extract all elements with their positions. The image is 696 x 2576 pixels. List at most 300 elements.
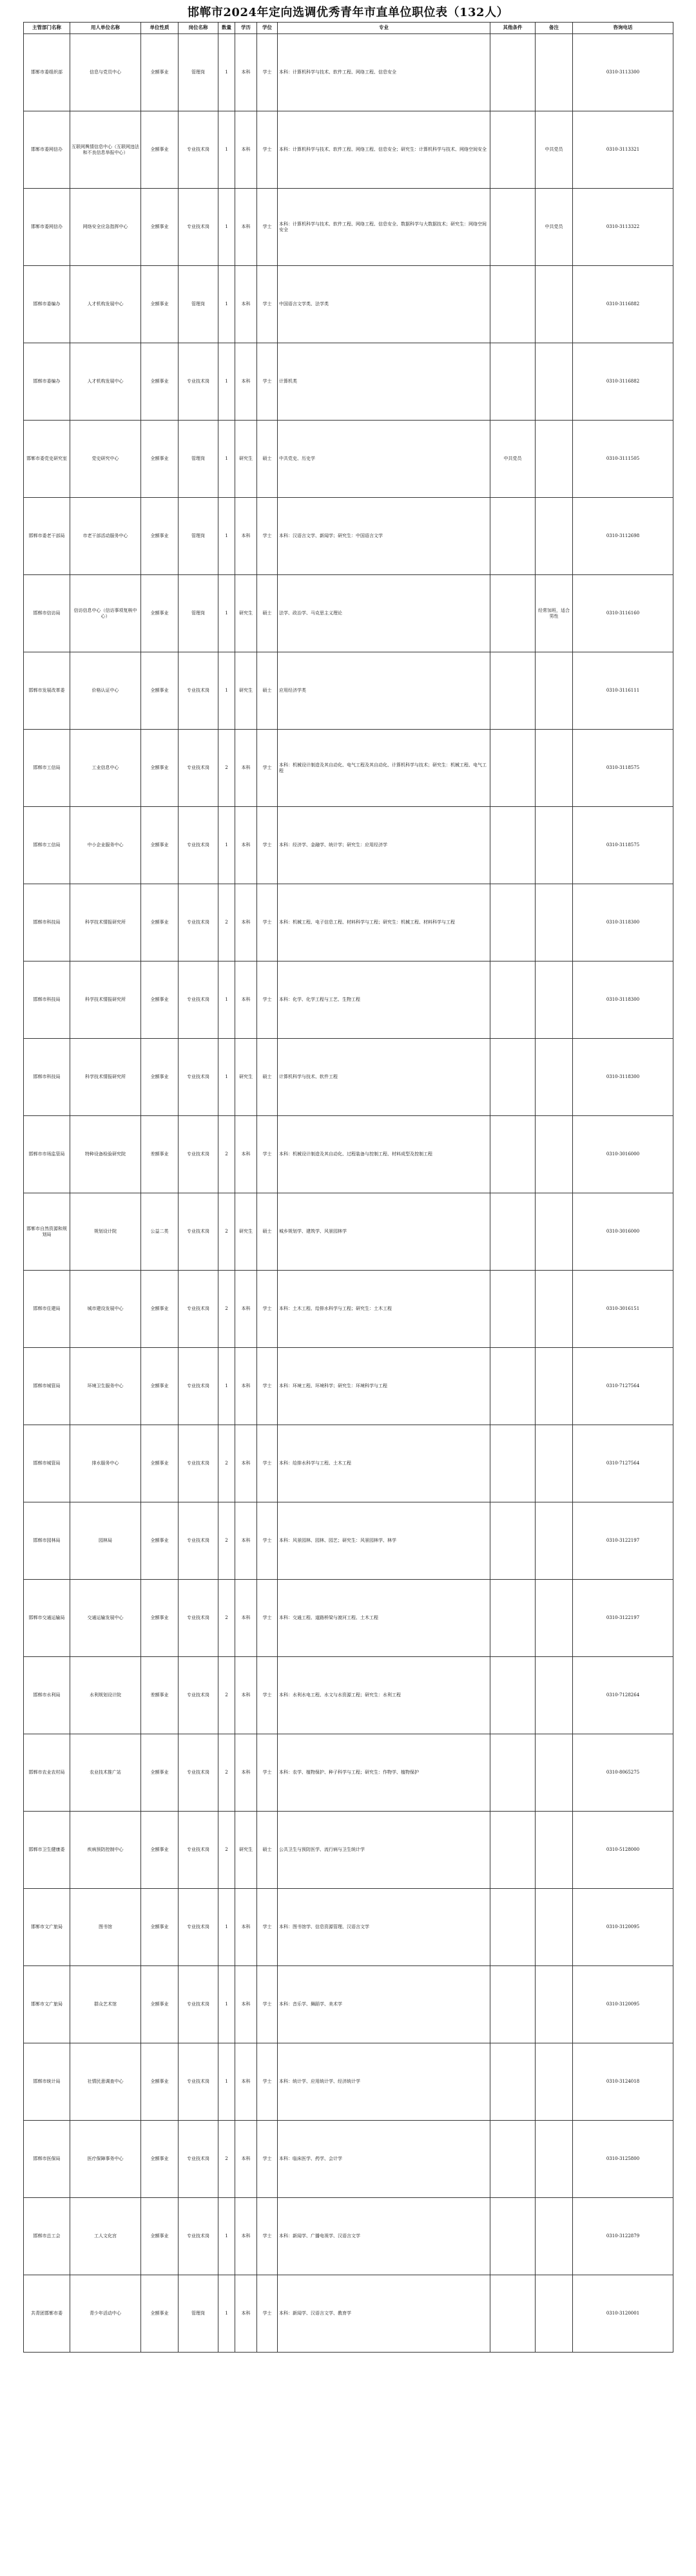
cell-other	[490, 1425, 536, 1502]
cell-position: 管理岗	[179, 2275, 218, 2353]
cell-other	[490, 266, 536, 343]
cell-remark	[536, 2121, 573, 2198]
cell-remark	[536, 1116, 573, 1193]
header-phone: 咨询电话	[573, 23, 673, 34]
cell-unit: 人才机构发展中心	[70, 343, 141, 421]
cell-major: 本科：环境工程、环境科学；研究生：环境科学与工程	[278, 1348, 490, 1425]
cell-other: 中共党员	[490, 421, 536, 498]
cell-unit: 城市建设发展中心	[70, 1271, 141, 1348]
cell-major: 本科：土木工程、给排水科学与工程；研究生：土木工程	[278, 1271, 490, 1348]
cell-other	[490, 2198, 536, 2275]
cell-nature: 全额事业	[141, 807, 179, 884]
cell-other	[490, 1889, 536, 1966]
cell-phone: 0310-8065275	[573, 1734, 673, 1812]
cell-degree: 学士	[257, 189, 278, 266]
cell-phone: 0310-3118575	[573, 807, 673, 884]
cell-other	[490, 575, 536, 652]
cell-phone: 0310-3124018	[573, 2043, 673, 2121]
cell-position: 管理岗	[179, 575, 218, 652]
cell-dept: 邯郸市委网信办	[24, 111, 70, 189]
cell-dept: 邯郸市委老干部局	[24, 498, 70, 575]
cell-remark	[536, 421, 573, 498]
cell-dept: 邯郸市工信局	[24, 730, 70, 807]
cell-remark	[536, 2043, 573, 2121]
table-body	[24, 34, 673, 2353]
cell-position: 专业技术岗	[179, 1502, 218, 1580]
table-row	[24, 2275, 673, 2353]
table-row	[24, 1425, 673, 1502]
header-nature: 单位性质	[141, 23, 179, 34]
cell-degree: 学士	[257, 1116, 278, 1193]
cell-remark	[536, 1502, 573, 1580]
table-row	[24, 421, 673, 498]
cell-dept: 邯郸市发展改革委	[24, 652, 70, 730]
table-row	[24, 189, 673, 266]
cell-nature: 全额事业	[141, 2198, 179, 2275]
cell-count: 1	[218, 1039, 235, 1116]
cell-position: 专业技术岗	[179, 807, 218, 884]
cell-degree: 学士	[257, 961, 278, 1039]
cell-count: 2	[218, 2121, 235, 2198]
cell-remark	[536, 1193, 573, 1271]
cell-other	[490, 807, 536, 884]
cell-other	[490, 1502, 536, 1580]
cell-degree: 硕士	[257, 421, 278, 498]
cell-dept: 邯郸市委网信办	[24, 189, 70, 266]
cell-remark	[536, 1734, 573, 1812]
cell-other	[490, 189, 536, 266]
cell-unit: 人才机构发展中心	[70, 266, 141, 343]
cell-unit: 工人文化宫	[70, 2198, 141, 2275]
cell-phone: 0310-3016000	[573, 1116, 673, 1193]
cell-edu: 本科	[235, 1425, 257, 1502]
cell-edu: 本科	[235, 2121, 257, 2198]
cell-nature: 全额事业	[141, 730, 179, 807]
table-row	[24, 652, 673, 730]
cell-nature: 全额事业	[141, 652, 179, 730]
cell-major: 本科：给排水科学与工程、土木工程	[278, 1425, 490, 1502]
cell-edu: 本科	[235, 2275, 257, 2353]
cell-other	[490, 730, 536, 807]
cell-edu: 本科	[235, 266, 257, 343]
header-degree: 学位	[257, 23, 278, 34]
cell-edu: 本科	[235, 2198, 257, 2275]
header-unit: 用人单位名称	[70, 23, 141, 34]
cell-remark	[536, 1812, 573, 1889]
cell-nature: 差额事业	[141, 1657, 179, 1734]
cell-unit: 园林局	[70, 1502, 141, 1580]
table-row	[24, 1657, 673, 1734]
header-dept: 主管部门名称	[24, 23, 70, 34]
cell-dept: 邯郸市文广旅局	[24, 1966, 70, 2043]
cell-edu: 本科	[235, 807, 257, 884]
table-row	[24, 343, 673, 421]
cell-count: 1	[218, 111, 235, 189]
cell-remark	[536, 1271, 573, 1348]
cell-major: 应用经济学类	[278, 652, 490, 730]
cell-unit: 价格认证中心	[70, 652, 141, 730]
cell-nature: 全额事业	[141, 1425, 179, 1502]
cell-degree: 学士	[257, 2121, 278, 2198]
cell-phone: 0310-3116160	[573, 575, 673, 652]
cell-major: 本科：图书馆学、信息资源管理、汉语言文学	[278, 1889, 490, 1966]
table-row	[24, 1734, 673, 1812]
table-row	[24, 1889, 673, 1966]
cell-position: 专业技术岗	[179, 1889, 218, 1966]
cell-unit: 社情民意调查中心	[70, 2043, 141, 2121]
cell-nature: 全额事业	[141, 343, 179, 421]
cell-other	[490, 343, 536, 421]
cell-count: 2	[218, 1193, 235, 1271]
cell-dept: 邯郸市交通运输局	[24, 1580, 70, 1657]
cell-count: 2	[218, 884, 235, 961]
cell-phone: 0310-3016000	[573, 1193, 673, 1271]
cell-nature: 差额事业	[141, 1116, 179, 1193]
cell-degree: 硕士	[257, 575, 278, 652]
cell-remark	[536, 266, 573, 343]
cell-phone: 0310-3125800	[573, 2121, 673, 2198]
cell-degree: 学士	[257, 111, 278, 189]
table-row	[24, 1812, 673, 1889]
cell-nature: 全额事业	[141, 884, 179, 961]
cell-dept: 邯郸市工信局	[24, 807, 70, 884]
cell-phone: 0310-7127564	[573, 1425, 673, 1502]
cell-count: 1	[218, 266, 235, 343]
cell-count: 2	[218, 1657, 235, 1734]
cell-nature: 全额事业	[141, 1889, 179, 1966]
cell-nature: 全额事业	[141, 1812, 179, 1889]
cell-nature: 全额事业	[141, 498, 179, 575]
cell-count: 1	[218, 421, 235, 498]
cell-dept: 邯郸市委组织部	[24, 34, 70, 111]
cell-phone: 0310-3113321	[573, 111, 673, 189]
table-header-row	[24, 23, 673, 34]
header-major: 专业	[278, 23, 490, 34]
table-row	[24, 884, 673, 961]
cell-edu: 本科	[235, 111, 257, 189]
table-row	[24, 2121, 673, 2198]
cell-dept: 邯郸市卫生健康委	[24, 1812, 70, 1889]
table-row	[24, 1502, 673, 1580]
cell-major: 城乡规划学、建筑学、风景园林学	[278, 1193, 490, 1271]
cell-count: 1	[218, 2198, 235, 2275]
cell-degree: 学士	[257, 730, 278, 807]
cell-phone: 0310-3118300	[573, 884, 673, 961]
cell-position: 专业技术岗	[179, 652, 218, 730]
cell-count: 1	[218, 1966, 235, 2043]
cell-other	[490, 1657, 536, 1734]
cell-position: 专业技术岗	[179, 1116, 218, 1193]
cell-degree: 学士	[257, 34, 278, 111]
cell-major: 本科：统计学、应用统计学、经济统计学	[278, 2043, 490, 2121]
cell-major: 本科：汉语言文学、新闻学；研究生：中国语言文学	[278, 498, 490, 575]
cell-other	[490, 111, 536, 189]
cell-unit: 农业技术推广站	[70, 1734, 141, 1812]
cell-edu: 本科	[235, 1348, 257, 1425]
cell-phone: 0310-3113322	[573, 189, 673, 266]
cell-nature: 全额事业	[141, 1271, 179, 1348]
table-row	[24, 266, 673, 343]
table-row	[24, 111, 673, 189]
cell-edu: 研究生	[235, 1039, 257, 1116]
cell-edu: 本科	[235, 1734, 257, 1812]
cell-unit: 规划设计院	[70, 1193, 141, 1271]
cell-other	[490, 1348, 536, 1425]
cell-nature: 全额事业	[141, 2121, 179, 2198]
cell-other	[490, 2043, 536, 2121]
cell-nature: 全额事业	[141, 1734, 179, 1812]
table-row	[24, 1116, 673, 1193]
cell-phone: 0310-3116882	[573, 343, 673, 421]
cell-unit: 科学技术情报研究所	[70, 884, 141, 961]
cell-unit: 工业信息中心	[70, 730, 141, 807]
cell-position: 专业技术岗	[179, 1966, 218, 2043]
cell-remark: 中共党员	[536, 111, 573, 189]
cell-unit: 群众艺术馆	[70, 1966, 141, 2043]
cell-count: 1	[218, 34, 235, 111]
cell-unit: 信息与党员中心	[70, 34, 141, 111]
cell-phone: 0310-3116882	[573, 266, 673, 343]
cell-edu: 本科	[235, 2043, 257, 2121]
cell-degree: 学士	[257, 1271, 278, 1348]
cell-phone: 0310-3122879	[573, 2198, 673, 2275]
cell-degree: 学士	[257, 807, 278, 884]
cell-nature: 全额事业	[141, 34, 179, 111]
cell-other	[490, 2121, 536, 2198]
cell-edu: 研究生	[235, 652, 257, 730]
cell-remark	[536, 1348, 573, 1425]
cell-remark	[536, 1039, 573, 1116]
cell-remark	[536, 652, 573, 730]
cell-position: 管理岗	[179, 34, 218, 111]
cell-dept: 邯郸市城管局	[24, 1425, 70, 1502]
cell-degree: 学士	[257, 1348, 278, 1425]
cell-unit: 特种设备检验研究院	[70, 1116, 141, 1193]
cell-remark: 中共党员	[536, 189, 573, 266]
cell-phone: 0310-3016151	[573, 1271, 673, 1348]
cell-position: 专业技术岗	[179, 2043, 218, 2121]
cell-dept: 邯郸市园林局	[24, 1502, 70, 1580]
cell-count: 1	[218, 575, 235, 652]
cell-position: 管理岗	[179, 266, 218, 343]
cell-nature: 全额事业	[141, 575, 179, 652]
table-row	[24, 961, 673, 1039]
header-other: 其他条件	[490, 23, 536, 34]
cell-count: 2	[218, 1425, 235, 1502]
cell-count: 1	[218, 1348, 235, 1425]
header-position: 岗位名称	[179, 23, 218, 34]
cell-phone: 0310-3122197	[573, 1580, 673, 1657]
cell-major: 本科：机械工程、电子信息工程、材料科学与工程；研究生：机械工程、材料科学与工程	[278, 884, 490, 961]
cell-dept: 邯郸市水利局	[24, 1657, 70, 1734]
cell-degree: 学士	[257, 1889, 278, 1966]
cell-degree: 学士	[257, 2043, 278, 2121]
cell-other	[490, 652, 536, 730]
cell-phone: 0310-3118300	[573, 1039, 673, 1116]
cell-degree: 学士	[257, 343, 278, 421]
cell-edu: 本科	[235, 1116, 257, 1193]
cell-other	[490, 1580, 536, 1657]
cell-other	[490, 884, 536, 961]
cell-edu: 本科	[235, 498, 257, 575]
table-row	[24, 34, 673, 111]
cell-remark	[536, 1889, 573, 1966]
cell-major: 本科：音乐学、舞蹈学、美术学	[278, 1966, 490, 2043]
cell-other	[490, 1812, 536, 1889]
cell-remark	[536, 1580, 573, 1657]
cell-phone: 0310-7127564	[573, 1348, 673, 1425]
cell-unit: 疾病预防控制中心	[70, 1812, 141, 1889]
cell-position: 专业技术岗	[179, 1734, 218, 1812]
cell-position: 专业技术岗	[179, 1039, 218, 1116]
cell-dept: 邯郸市文广旅局	[24, 1889, 70, 1966]
cell-unit: 科学技术情报研究所	[70, 1039, 141, 1116]
cell-degree: 学士	[257, 1966, 278, 2043]
table-row	[24, 807, 673, 884]
cell-major: 本科：计算机科学与技术、软件工程、网络工程、信息安全；研究生：计算机科学与技术、网络空间安全	[278, 111, 490, 189]
cell-unit: 互联网舆情信息中心（互联网违法和不良信息举报中心）	[70, 111, 141, 189]
cell-degree: 学士	[257, 1657, 278, 1734]
cell-phone: 0310-3116111	[573, 652, 673, 730]
cell-count: 2	[218, 1812, 235, 1889]
cell-major: 本科：机械设计制造及其自动化、电气工程及其自动化、计算机科学与技术；研究生：机械工程、电气工程	[278, 730, 490, 807]
cell-major: 中国语言文学类、法学类	[278, 266, 490, 343]
cell-unit: 中小企业服务中心	[70, 807, 141, 884]
cell-unit: 青少年活动中心	[70, 2275, 141, 2353]
cell-remark	[536, 2198, 573, 2275]
header-remark: 备注	[536, 23, 573, 34]
cell-unit: 环境卫生服务中心	[70, 1348, 141, 1425]
cell-count: 1	[218, 2275, 235, 2353]
cell-dept: 邯郸市委编办	[24, 343, 70, 421]
cell-degree: 学士	[257, 1502, 278, 1580]
cell-major: 本科：新闻学、汉语言文学、教育学	[278, 2275, 490, 2353]
cell-position: 管理岗	[179, 498, 218, 575]
cell-major: 中共党史、历史学	[278, 421, 490, 498]
cell-degree: 硕士	[257, 1039, 278, 1116]
cell-nature: 全额事业	[141, 1966, 179, 2043]
cell-degree: 学士	[257, 1425, 278, 1502]
cell-count: 1	[218, 2043, 235, 2121]
cell-count: 1	[218, 961, 235, 1039]
cell-edu: 研究生	[235, 1812, 257, 1889]
cell-remark: 经常加班，适合男性	[536, 575, 573, 652]
cell-edu: 本科	[235, 34, 257, 111]
cell-remark	[536, 1966, 573, 2043]
cell-unit: 交通运输发展中心	[70, 1580, 141, 1657]
cell-dept: 邯郸市科技局	[24, 1039, 70, 1116]
cell-other	[490, 1966, 536, 2043]
cell-nature: 全额事业	[141, 421, 179, 498]
table-row	[24, 1271, 673, 1348]
cell-count: 2	[218, 1580, 235, 1657]
cell-position: 专业技术岗	[179, 2121, 218, 2198]
cell-major: 本科：化学、化学工程与工艺、生物工程	[278, 961, 490, 1039]
cell-unit: 水利规划设计院	[70, 1657, 141, 1734]
cell-degree: 学士	[257, 2198, 278, 2275]
cell-unit: 党史研究中心	[70, 421, 141, 498]
cell-count: 2	[218, 730, 235, 807]
cell-major: 本科：风景园林、园林、园艺；研究生：风景园林学、林学	[278, 1502, 490, 1580]
cell-count: 1	[218, 652, 235, 730]
header-count: 数量	[218, 23, 235, 34]
cell-phone: 0310-3112698	[573, 498, 673, 575]
cell-unit: 信访信息中心（信访事项复核中心）	[70, 575, 141, 652]
cell-dept: 邯郸市统计局	[24, 2043, 70, 2121]
header-edu: 学历	[235, 23, 257, 34]
cell-major: 本科：临床医学、药学、会计学	[278, 2121, 490, 2198]
cell-edu: 本科	[235, 1889, 257, 1966]
cell-other	[490, 498, 536, 575]
cell-remark	[536, 730, 573, 807]
cell-other	[490, 961, 536, 1039]
table-row	[24, 1966, 673, 2043]
cell-position: 专业技术岗	[179, 1425, 218, 1502]
cell-major: 本科：计算机科学与技术、软件工程、网络工程、信息安全、数据科学与大数据技术；研究生：网络空间安全	[278, 189, 490, 266]
cell-degree: 学士	[257, 498, 278, 575]
cell-dept: 邯郸市委党史研究室	[24, 421, 70, 498]
positions-table	[23, 22, 673, 2353]
cell-count: 1	[218, 498, 235, 575]
cell-degree: 学士	[257, 2275, 278, 2353]
table-row	[24, 1580, 673, 1657]
cell-phone: 0310-3120095	[573, 1889, 673, 1966]
cell-dept: 邯郸市市场监管局	[24, 1116, 70, 1193]
cell-phone: 0310-3118575	[573, 730, 673, 807]
cell-edu: 研究生	[235, 1193, 257, 1271]
cell-count: 2	[218, 1734, 235, 1812]
cell-nature: 全额事业	[141, 1502, 179, 1580]
cell-unit: 医疗保障事务中心	[70, 2121, 141, 2198]
cell-edu: 本科	[235, 1580, 257, 1657]
cell-edu: 本科	[235, 189, 257, 266]
table-row	[24, 2198, 673, 2275]
cell-position: 专业技术岗	[179, 111, 218, 189]
table-row	[24, 1193, 673, 1271]
cell-dept: 共青团邯郸市委	[24, 2275, 70, 2353]
cell-count: 1	[218, 189, 235, 266]
cell-remark	[536, 961, 573, 1039]
cell-count: 1	[218, 807, 235, 884]
cell-major: 计算机科学与技术、软件工程	[278, 1039, 490, 1116]
cell-position: 专业技术岗	[179, 884, 218, 961]
cell-remark	[536, 1657, 573, 1734]
table-row	[24, 2043, 673, 2121]
cell-major: 本科：新闻学、广播电视学、汉语言文学	[278, 2198, 490, 2275]
cell-edu: 研究生	[235, 575, 257, 652]
cell-other	[490, 1116, 536, 1193]
cell-remark	[536, 498, 573, 575]
cell-degree: 学士	[257, 266, 278, 343]
cell-position: 专业技术岗	[179, 1657, 218, 1734]
cell-dept: 邯郸市医保局	[24, 2121, 70, 2198]
cell-dept: 邯郸市信访局	[24, 575, 70, 652]
cell-degree: 硕士	[257, 1193, 278, 1271]
cell-unit: 网络安全应急指挥中心	[70, 189, 141, 266]
cell-dept: 邯郸市总工会	[24, 2198, 70, 2275]
cell-nature: 全额事业	[141, 266, 179, 343]
cell-remark	[536, 807, 573, 884]
cell-phone: 0310-3120001	[573, 2275, 673, 2353]
cell-position: 专业技术岗	[179, 730, 218, 807]
cell-phone: 0310-3120095	[573, 1966, 673, 2043]
cell-major: 本科：计算机科学与技术、软件工程、网络工程、信息安全	[278, 34, 490, 111]
cell-edu: 研究生	[235, 421, 257, 498]
cell-phone: 0310-3111505	[573, 421, 673, 498]
cell-edu: 本科	[235, 343, 257, 421]
table-row	[24, 575, 673, 652]
table-row	[24, 498, 673, 575]
